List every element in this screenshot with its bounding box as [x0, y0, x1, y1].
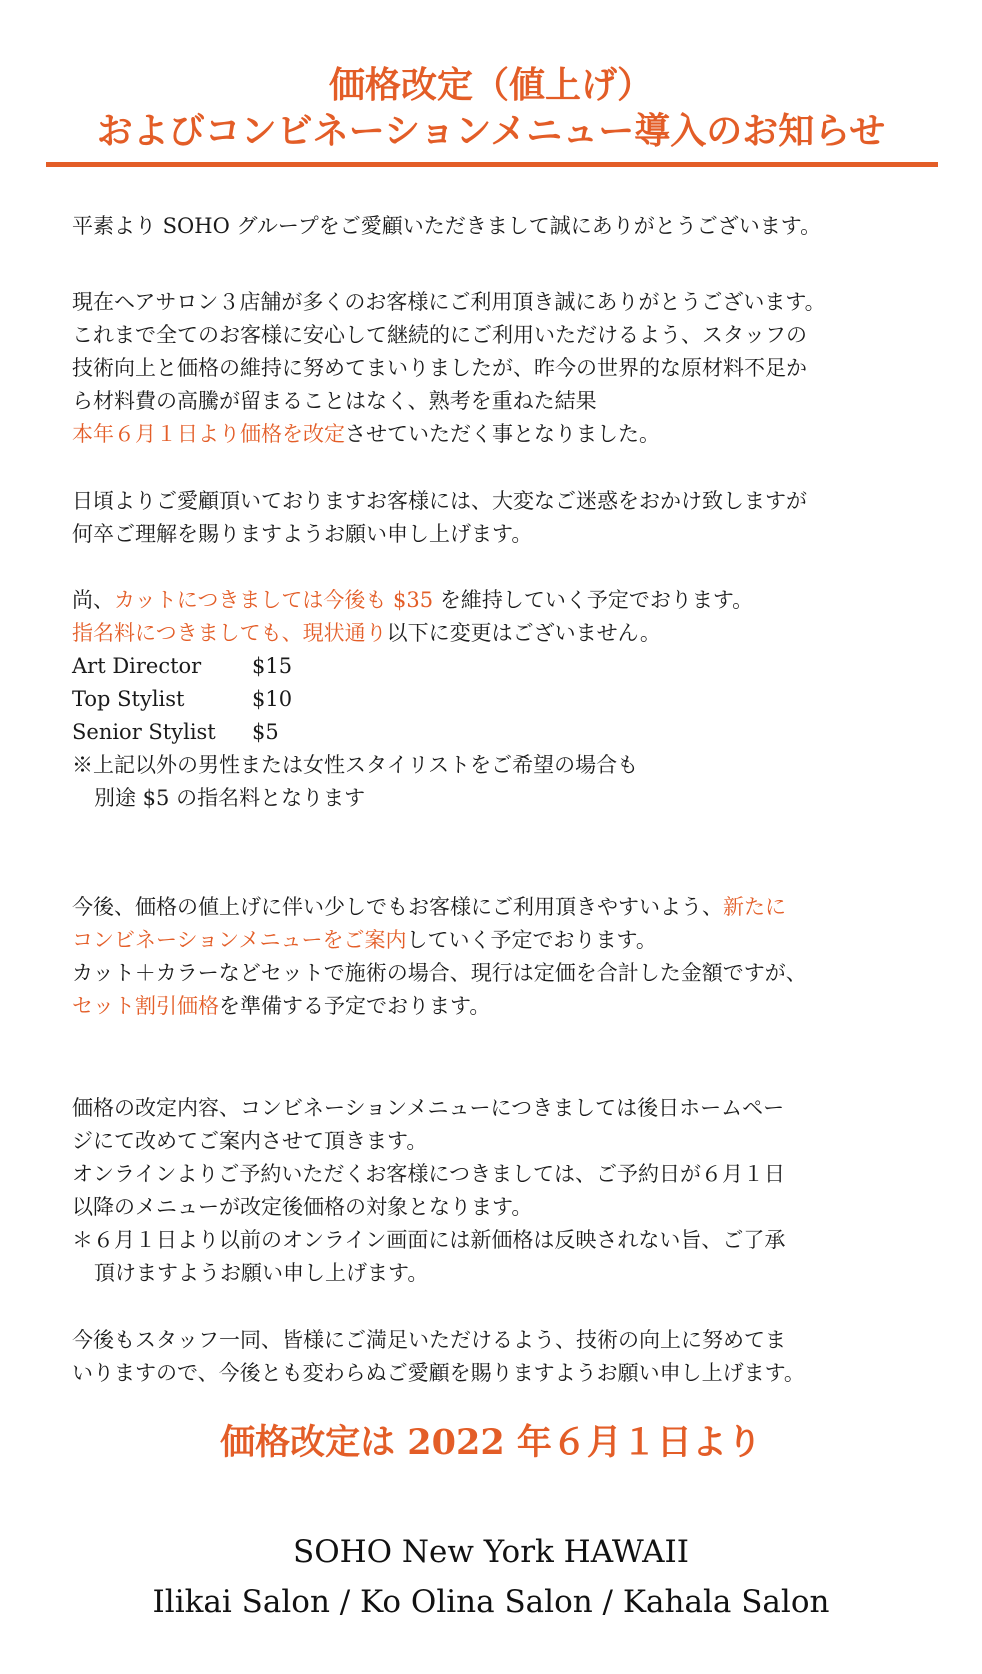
cut-notice-prefix: 尚、: [72, 588, 114, 612]
stylist-note-line: 別途 $5 の指名料となります: [94, 786, 366, 810]
effective-date: 価格改定は 2022 年６月１日より: [220, 1422, 762, 1463]
footer-brand: SOHO New York HAWAII: [292, 1534, 690, 1570]
cut-price-highlight: カットにつきましては今後も $35: [114, 588, 434, 612]
details-paragraph: [72, 1092, 932, 1290]
combination-line: カット＋カラーなどセットで施術の場合、現行は定価を合計した金額ですが、: [72, 961, 807, 985]
nomination-notice-rest: 以下に変更はございません。: [386, 621, 661, 645]
cut-notice-line: [72, 584, 932, 617]
stylist-name: Art Director: [72, 654, 202, 678]
closing-line: 今後もスタッフ一同、皆様にご満足いただけるよう、技術の向上に努めてま: [72, 1328, 786, 1352]
intro-line: [72, 418, 932, 451]
apology-line: 日頃よりご愛顧頂いておりますお客様には、大変なご迷惑をおかけ致しますが: [72, 489, 807, 513]
stylist-name: Senior Stylist: [72, 720, 216, 744]
apology-paragraph: [72, 485, 932, 551]
details-line: 価格の改定内容、コンビネーションメニューにつきましては後日ホームペー: [72, 1096, 785, 1120]
details-line: 以降のメニューが改定後価格の対象となります。: [72, 1195, 533, 1219]
details-line: ジにて改めてご案内させて頂きます。: [72, 1129, 428, 1153]
combination-line: [72, 990, 932, 1023]
page-title-line-1: 価格改定（値上げ）: [328, 64, 653, 106]
stylist-row: [72, 716, 932, 749]
greeting-paragraph: [72, 210, 932, 243]
combination-highlight: 新たに: [723, 895, 786, 919]
nomination-notice-line: [72, 617, 932, 650]
intro-paragraph: [72, 286, 932, 451]
cut-and-nomination-paragraph: [72, 584, 932, 815]
combination-line-rest: を準備する予定でおります。: [219, 994, 491, 1018]
details-line: ＊６月１日より以前のオンライン画面には新価格は反映されない旨、ご了承: [72, 1228, 786, 1252]
closing-line: いりますので、今後とも変わらぬご愛顧を賜りますようお願い申し上げます。: [72, 1361, 805, 1385]
stylist-note-line: ※上記以外の男性または女性スタイリストをご希望の場合も: [72, 753, 639, 777]
stylist-name: Top Stylist: [72, 687, 185, 711]
intro-line: ら材料費の高騰が留まることはなく、熟考を重ねた結果: [72, 389, 597, 413]
combination-line-rest: していく予定でおります。: [406, 928, 657, 952]
apology-line: 何卒ご理解を賜りますようお願い申し上げます。: [72, 522, 533, 546]
nomination-highlight: 指名料につきましても、現状通り: [72, 621, 387, 645]
greeting-text: 平素より SOHO グループをご愛顧いただきまして誠にありがとうございます。: [72, 214, 822, 238]
closing-paragraph: [72, 1324, 932, 1390]
details-line: 頂けますようお願い申し上げます。: [94, 1261, 429, 1285]
combination-line: [72, 924, 932, 957]
combination-line: [72, 891, 932, 924]
combination-paragraph: [72, 891, 932, 1023]
cut-notice-rest: を維持していく予定でおります。: [433, 588, 754, 612]
intro-line: これまで全てのお客様に安心して継続的にご利用いただけるよう、スタッフの: [72, 323, 807, 347]
stylist-row: [72, 650, 932, 683]
page-title-line-2: およびコンビネーションメニュー導入のお知らせ: [96, 110, 886, 152]
intro-line: 技術向上と価格の維持に努めてまいりましたが、昨今の世界的な原材料不足か: [72, 356, 807, 380]
price-change-highlight: 本年６月１日より価格を改定: [72, 422, 345, 446]
title-divider: [46, 162, 938, 167]
intro-line: 現在ヘアサロン３店舗が多くのお客様にご利用頂き誠にありがとうございます。: [72, 290, 826, 314]
footer-salons: Ilikai Salon / Ko Olina Salon / Kahala Salon: [152, 1584, 830, 1620]
intro-line-rest: させていただく事となりました。: [345, 422, 660, 446]
details-line: オンラインよりご予約いただくお客様につきましては、ご予約日が６月１日: [72, 1162, 785, 1186]
set-discount-highlight: セット割引価格: [72, 994, 219, 1018]
stylist-fee: $15: [252, 654, 293, 678]
stylist-fee: $10: [252, 687, 293, 711]
combination-menu-highlight: コンビネーションメニューをご案内: [72, 928, 407, 952]
stylist-row: [72, 683, 932, 716]
stylist-fee: $5: [252, 720, 279, 744]
combination-line-text: 今後、価格の値上げに伴い少しでもお客様にご利用頂きやすいよう、: [72, 895, 723, 919]
